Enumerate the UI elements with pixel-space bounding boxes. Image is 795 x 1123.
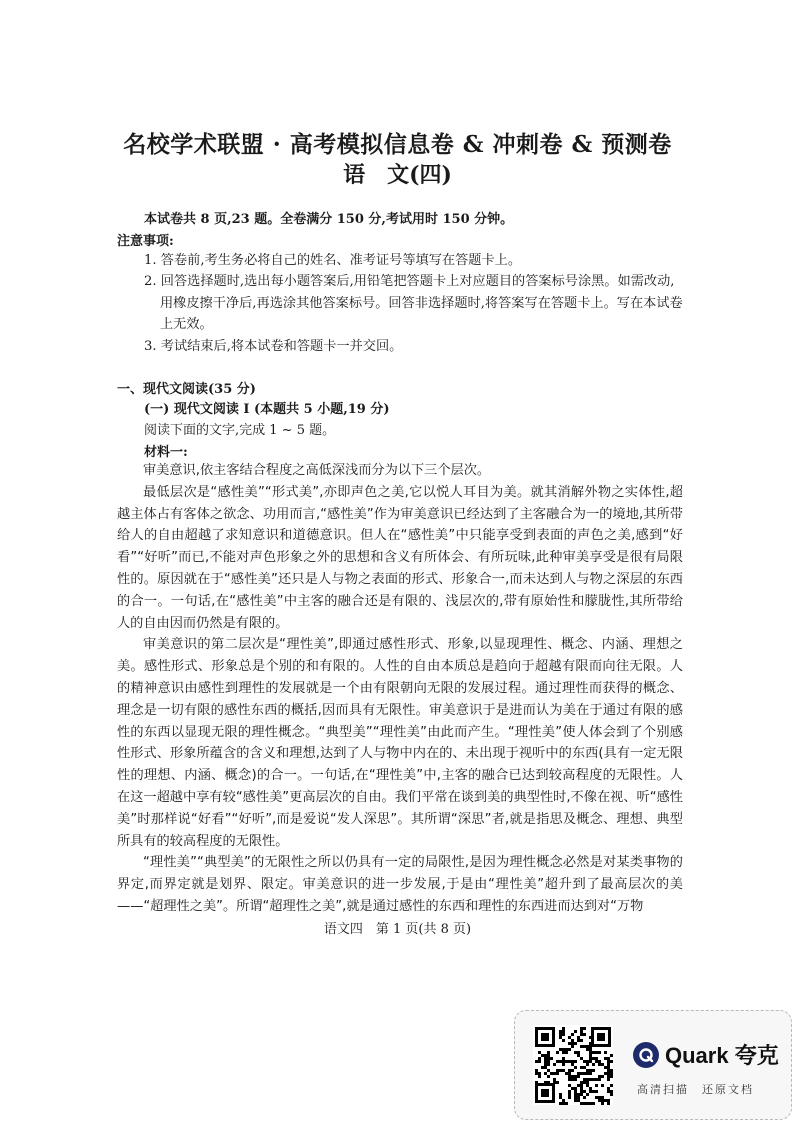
qr-code-icon	[533, 1025, 613, 1105]
passage-paragraph: 审美意识,依主客结合程度之高低深浅而分为以下三个层次。	[143, 463, 491, 478]
passage-paragraph: 最低层次是“感性美”“形式美”,亦即声色之美,它以悦人耳目为美。就其消解外物之实体性,超越主体占有客体之欲念、功用而言,“感性美”作为审美意识已经达到了主客融合为一的境地,其所带给人的自由超越了求知意识和道德意识。但人在“感性美”中只能享受到表面的声色之美,感到“好看”“好听”而已,不能对声色形象之外的思想和含义有所体会、有所玩味,此种审美享受是很有局限性的。原因就在于“感性美”还只是人与物之表面的形式、形象合一,而未达到人与物之深层的东西的合一。一句话,在“感性美”中主客的融合还是有限的、浅层次的,带有原始性和朦胧性,其所带给人的自由因而仍然是有限的。	[117, 484, 683, 631]
material-label: 材料一:	[144, 445, 188, 460]
passage-paragraph: 审美意识的第二层次是“理性美”,即通过感性形式、形象,以显现理性、概念、内涵、理想之美。感性形式、形象总是个别的和有限的。人性的自由本质总是趋向于超越有限而向往无限。人的精神意识由感性到理性的发展就是一个由有限朝向无限的发展过程。通过理性而获得的概念、理念是一切有限的感性东西的概括,因而具有无限性。审美意识于是进而认为美在于通过有限的感性的东西以显现无限的理性概念。“典型美”“理性美”由此而产生。“理性美”使人体会到了个别感性形式、形象所蕴含的含义和理想,达到了人与物中内在的、未出现于视听中的东西(具有一定无限性的理想、内涵、概念)的合一。一句话,在“理性美”中,主客的融合已达到较高程度的无限性。人在这一超越中享有较“感性美”更高层次的自由。我们平常在谈到美的典型性时,不像在视、听“感性美”时那样说“好看”“好听”,而是爱说“发人深思”。其所谓“深思”者,就是指思及概念、理想、典型所具有的较高程度的无限性。	[117, 637, 683, 849]
passage-paragraph: “理性美”“典型美”的无限性之所以仍具有一定的局限性,是因为理性概念必然是对某类事物的界定,而界定就是划界、限定。审美意识的进一步发展,于是由“理性美”超升到了最高层次的美——“超理性之美”。所谓“超理性之美”,就是通过感性的东西和理性的东西进而达到对“万物	[117, 855, 683, 914]
quark-tagline: 高清扫描 还原文档	[637, 1083, 754, 1096]
note-item: 3. 考试结束后,将本试卷和答题卡一并交回。	[144, 339, 403, 354]
subsection-heading: (一) 现代文阅读 Ⅰ (本题共 5 小题,19 分)	[144, 402, 390, 417]
exam-subtitle: 语 文(四)	[343, 162, 452, 188]
notes-heading: 注意事项:	[117, 234, 174, 249]
reading-instruction: 阅读下面的文字,完成 1 ~ 5 题。	[144, 423, 336, 438]
quark-brand: Quark 夸克	[665, 1043, 779, 1068]
page-footer: 语文四 第 1 页(共 8 页)	[323, 922, 472, 937]
quark-watermark-card	[514, 1010, 792, 1120]
reading-passage	[117, 460, 683, 918]
note-item: 2. 回答选择题时,选出每小题答案后,用铅笔把答题卡上对应题目的答案标号涂黑。如需改动,用橡皮擦干净后,再选涂其他答案标号。回答非选择题时,将答案写在答题卡上。写在本试卷上无效。	[144, 274, 683, 332]
exam-title: 名校学术联盟 · 高考模拟信息卷 & 冲刺卷 & 预测卷	[123, 131, 672, 158]
quark-logo-icon	[633, 1042, 659, 1068]
section-heading: 一、现代文阅读(35 分)	[117, 382, 256, 397]
exam-intro: 本试卷共 8 页,23 题。全卷满分 150 分,考试用时 150 分钟。	[144, 212, 514, 227]
quark-logo	[633, 1039, 779, 1070]
note-item: 1. 答卷前,考生务必将自己的姓名、准考证号等填写在答题卡上。	[144, 253, 522, 268]
